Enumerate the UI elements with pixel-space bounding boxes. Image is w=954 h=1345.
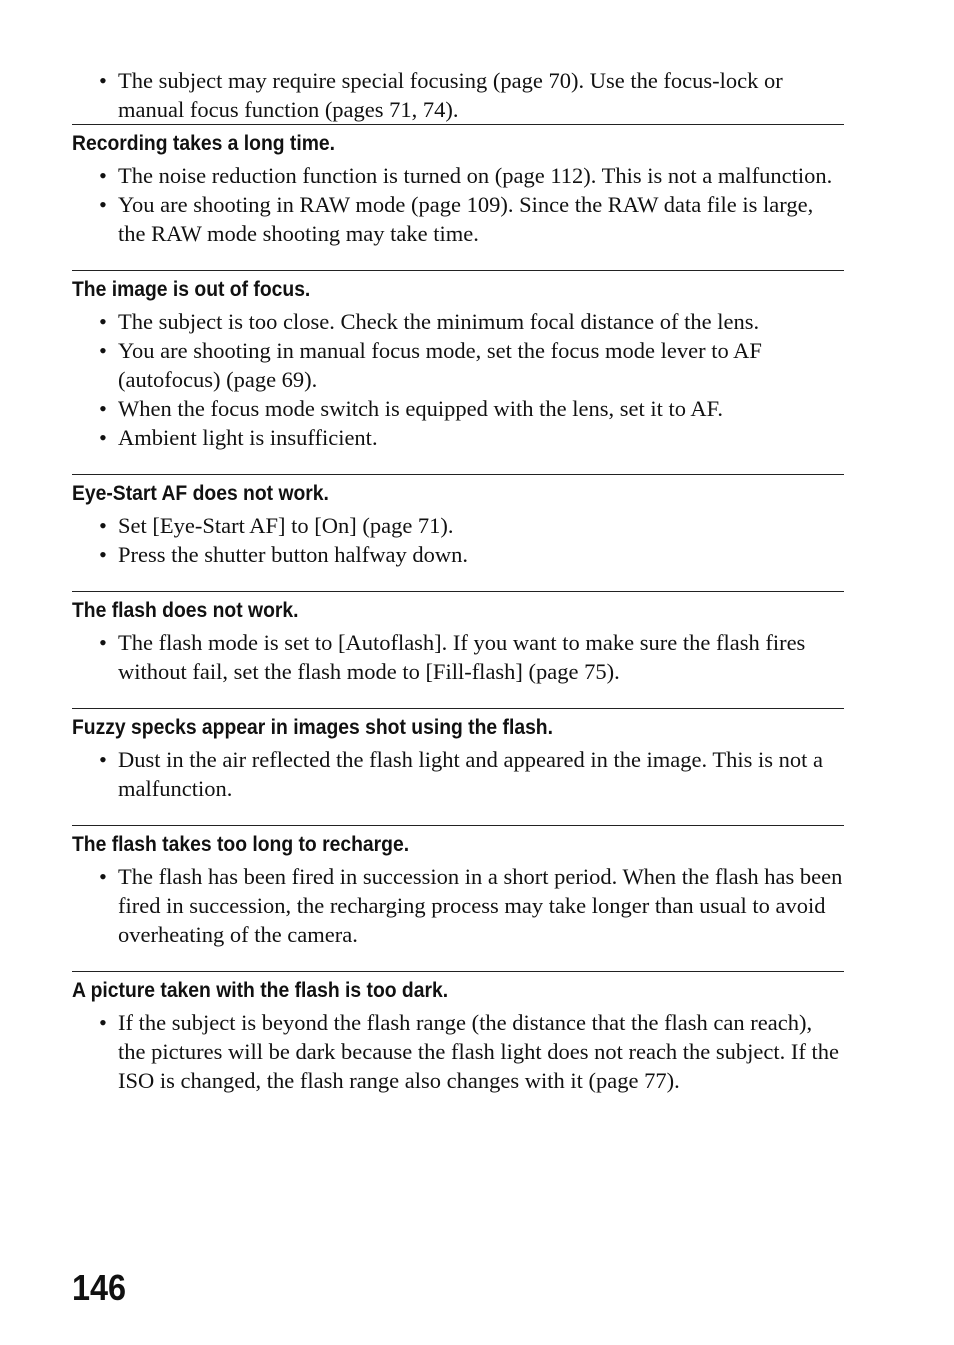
bullet-item xyxy=(72,1008,844,1095)
manual-page xyxy=(72,66,844,1117)
bullet-dot: • xyxy=(99,513,107,538)
bullet-text: The flash has been fired in succession in a short period. When the flash has been fired in succession, the recharging process may take longer than usual to avoid overheating of the camera. xyxy=(118,864,843,947)
bullet-dot: • xyxy=(99,1010,107,1035)
bullet-item xyxy=(72,307,844,336)
bullet-dot: • xyxy=(99,309,107,334)
bullet-item xyxy=(72,862,844,949)
bullet-item xyxy=(72,540,844,569)
intro-bullet-list xyxy=(72,66,844,124)
bullet-text: The subject may require special focusing (page 70). Use the focus-lock or manual focus function (pages 71, 74). xyxy=(118,68,783,122)
bullet-list xyxy=(72,1008,844,1095)
bullet-text: The noise reduction function is turned on (page 112). This is not a malfunction. xyxy=(118,163,833,188)
bullet-dot: • xyxy=(99,163,107,188)
bullet-dot: • xyxy=(99,338,107,363)
bullet-text: Ambient light is insufficient. xyxy=(118,425,378,450)
section-flash-too-dark xyxy=(72,971,844,1095)
section-title: The image is out of focus. xyxy=(72,278,311,301)
bullet-text: You are shooting in RAW mode (page 109). Since the RAW data file is large, the RAW mode shooting may take time. xyxy=(118,192,814,246)
bullet-text: If the subject is beyond the flash range (the distance that the flash can reach), the pictures will be dark because the flash light does not reach the subject. If the ISO is changed, the flash range also changes with it (page 77). xyxy=(118,1010,839,1093)
bullet-dot: • xyxy=(99,425,107,450)
bullet-item xyxy=(72,745,844,803)
section-title: The flash does not work. xyxy=(72,599,299,622)
bullet-dot: • xyxy=(99,192,107,217)
bullet-item xyxy=(72,66,844,124)
bullet-item xyxy=(72,161,844,190)
bullet-list xyxy=(72,862,844,949)
bullet-text: Press the shutter button halfway down. xyxy=(118,542,468,567)
section-title: Fuzzy specks appear in images shot using the flash. xyxy=(72,716,553,739)
bullet-list xyxy=(72,307,844,452)
bullet-text: The subject is too close. Check the minimum focal distance of the lens. xyxy=(118,309,760,334)
bullet-dot: • xyxy=(99,542,107,567)
section-title: A picture taken with the flash is too dark. xyxy=(72,979,449,1002)
bullet-text: When the focus mode switch is equipped with the lens, set it to AF. xyxy=(118,396,723,421)
bullet-item xyxy=(72,394,844,423)
section-title: Eye-Start AF does not work. xyxy=(72,482,329,505)
bullet-text: You are shooting in manual focus mode, set the focus mode lever to AF (autofocus) (page 69). xyxy=(118,338,762,392)
bullet-item xyxy=(72,511,844,540)
bullet-item xyxy=(72,628,844,686)
section-title: Recording takes a long time. xyxy=(72,132,336,155)
bullet-item xyxy=(72,190,844,248)
section-out-of-focus xyxy=(72,270,844,452)
bullet-dot: • xyxy=(99,747,107,772)
bullet-list xyxy=(72,745,844,803)
bullet-text: The flash mode is set to [Autoflash]. If you want to make sure the flash fires without fail, set the flash mode to [Fill-flash] (page 75). xyxy=(118,630,806,684)
bullet-dot: • xyxy=(99,630,107,655)
bullet-text: Set [Eye-Start AF] to [On] (page 71). xyxy=(118,513,454,538)
section-flash-recharge xyxy=(72,825,844,949)
section-recording-long xyxy=(72,124,844,248)
bullet-text: Dust in the air reflected the flash light and appeared in the image. This is not a malfunction. xyxy=(118,747,823,801)
bullet-list xyxy=(72,161,844,248)
section-fuzzy-specks xyxy=(72,708,844,803)
bullet-item xyxy=(72,336,844,394)
page-number: 146 xyxy=(72,1267,127,1308)
bullet-dot: • xyxy=(99,396,107,421)
bullet-item xyxy=(72,423,844,452)
section-eye-start-af xyxy=(72,474,844,569)
bullet-list xyxy=(72,628,844,686)
bullet-dot: • xyxy=(99,68,107,93)
section-title: The flash takes too long to recharge. xyxy=(72,833,410,856)
section-flash-not-work xyxy=(72,591,844,686)
bullet-list xyxy=(72,511,844,569)
bullet-dot: • xyxy=(99,864,107,889)
